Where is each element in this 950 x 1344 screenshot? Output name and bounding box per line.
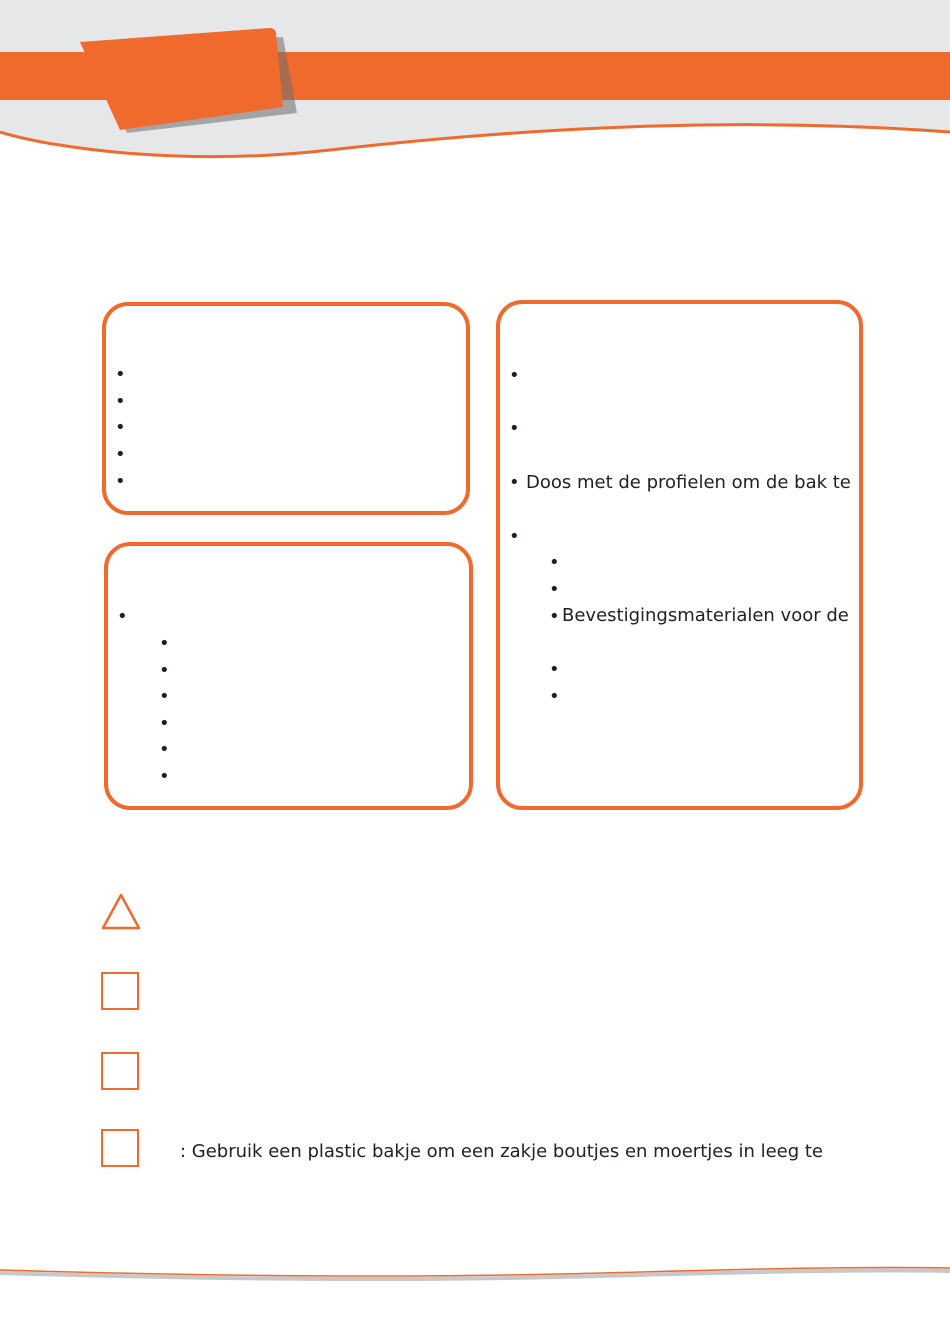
right-item-3-text: Doos met de profielen om de bak te	[526, 472, 851, 493]
bullet-r-sub-1: •	[549, 552, 560, 573]
bullet-r-sub-4: •	[549, 659, 560, 680]
checkbox-icon	[101, 1129, 139, 1167]
footer-wave	[0, 1255, 950, 1295]
header-banner	[0, 0, 950, 170]
bullet-bl-sub-4: •	[159, 713, 170, 734]
bullet-tl-5: •	[115, 471, 126, 492]
right-sub-3-text: Bevestigingsmaterialen voor de	[562, 605, 849, 626]
bullet-tl-2: •	[115, 391, 126, 412]
bullet-bl-sub-5: •	[159, 739, 170, 760]
bullet-r-1: •	[509, 365, 520, 386]
bullet-r-sub-2: •	[549, 579, 560, 600]
warning-triangle-icon	[100, 892, 142, 932]
bullet-r-4: •	[509, 526, 520, 547]
bullet-bl-main: •	[117, 606, 128, 627]
bullet-tl-4: •	[115, 444, 126, 465]
note-4-text: : Gebruik een plastic bakje om een zakje boutjes en moertjes in leeg te	[180, 1141, 823, 1162]
bullet-r-sub-3: •	[549, 606, 560, 627]
checkbox-icon	[101, 972, 139, 1010]
bullet-bl-sub-3: •	[159, 686, 170, 707]
bullet-tl-1: •	[115, 364, 126, 385]
bullet-tl-3: •	[115, 417, 126, 438]
bullet-bl-sub-2: •	[159, 660, 170, 681]
list-box-top-left	[102, 302, 470, 515]
checkbox-icon	[101, 1052, 139, 1090]
bullet-r-sub-5: •	[549, 686, 560, 707]
bullet-bl-sub-1: •	[159, 633, 170, 654]
bullet-bl-sub-6: •	[159, 766, 170, 787]
bullet-r-2: •	[509, 418, 520, 439]
bullet-r-3: •	[509, 472, 520, 493]
